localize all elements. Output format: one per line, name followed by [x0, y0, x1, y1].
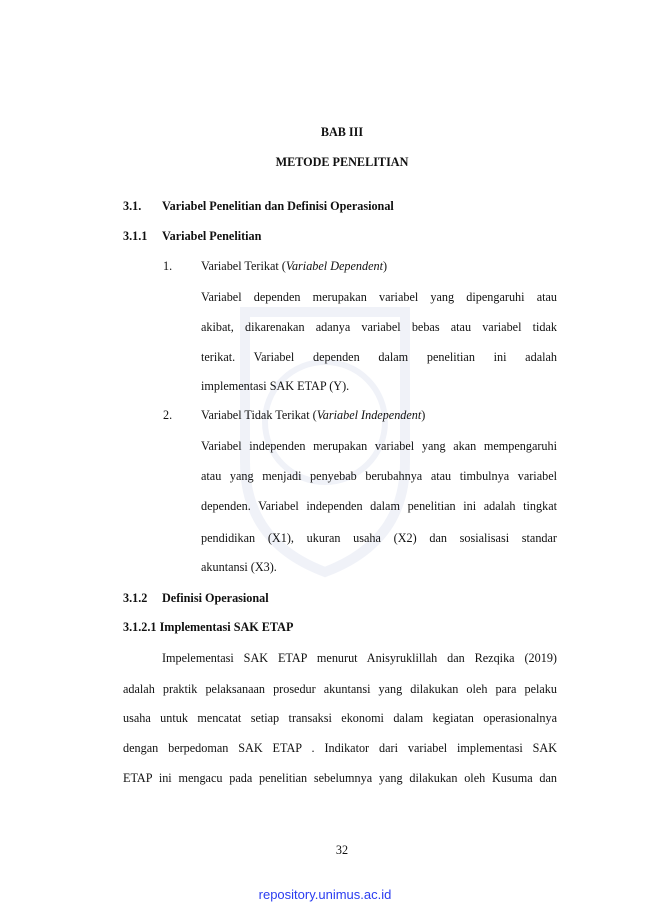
section-3-1-1-number: 3.1.1 [123, 229, 148, 243]
paragraph-line-2: adalah praktik pelaksanaan prosedur akuntansi yang dilakukan oleh para pelaku [123, 682, 557, 696]
page-number: 32 [335, 843, 349, 857]
section-3-1-1-title: Variabel Penelitian [162, 229, 262, 243]
section-3-1-2-number: 3.1.2 [123, 591, 148, 605]
paragraph-line-5: ETAP ini mengacu pada penelitian sebelumnya yang dilakukan oleh Kusuma dan [123, 771, 557, 785]
item-1-line-2: akibat, dikarenakan adanya variabel bebas atau variabel tidak [201, 320, 557, 334]
paragraph-line-4: dengan berpedoman SAK ETAP . Indikator dari variabel implementasi SAK [123, 741, 557, 755]
item-2-line-2: atau yang menjadi penyebab berubahnya atau timbulnya variabel [201, 469, 557, 483]
item-2-line-5: akuntansi (X3). [201, 560, 277, 574]
chapter-title: METODE PENELITIAN [275, 155, 409, 169]
list-item-2-number: 2. [163, 408, 173, 422]
list-item-2-heading: Variabel Tidak Terikat (Variabel Independent) [201, 408, 426, 422]
item-1-line-3: terikat. Variabel dependen dalam penelitian ini adalah [201, 350, 557, 364]
item-2-line-3: dependen. Variabel independen dalam penelitian ini adalah tingkat [201, 499, 557, 513]
repository-link[interactable]: repository.unimus.ac.id [258, 887, 392, 902]
list-item-1-number: 1. [163, 259, 173, 273]
item-2-line-1: Variabel independen merupakan variabel yang akan mempengaruhi [201, 439, 557, 453]
item-2-line-4: pendidikan (X1), ukuran usaha (X2) dan sosialisasi standar [201, 531, 557, 545]
item-1-line-1: Variabel dependen merupakan variabel yang dipengaruhi atau [201, 290, 557, 304]
item-1-line-4: implementasi SAK ETAP (Y). [201, 379, 350, 393]
section-3-1-2-title: Definisi Operasional [162, 591, 269, 605]
section-3-1-2-1-title: 3.1.2.1 Implementasi SAK ETAP [123, 620, 294, 634]
paragraph-line-1: Impelementasi SAK ETAP menurut Anisyruklillah dan Rezqika (2019) [162, 651, 557, 665]
section-3-1-title: Variabel Penelitian dan Definisi Operasional [162, 199, 394, 213]
paragraph-line-3: usaha untuk mencatat setiap transaksi ekonomi dalam kegiatan operasionalnya [123, 711, 557, 725]
section-3-1-number: 3.1. [123, 199, 142, 213]
chapter-number: BAB III [320, 125, 364, 139]
list-item-1-heading: Variabel Terikat (Variabel Dependent) [201, 259, 388, 273]
